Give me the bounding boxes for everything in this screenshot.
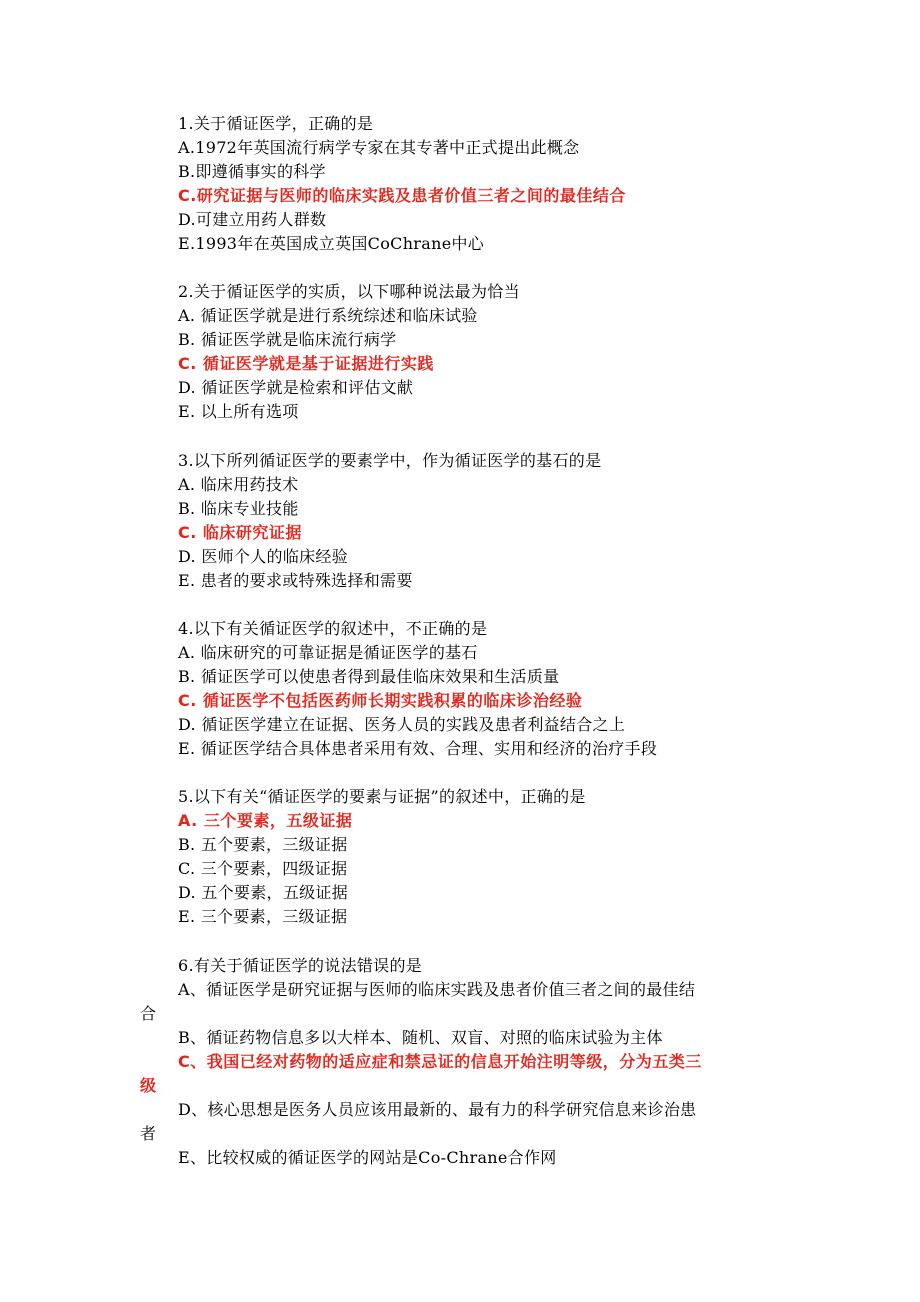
option-e: E. 三个要素，三级证据 bbox=[178, 907, 348, 926]
option-d: D.可建立用药人群数 bbox=[178, 210, 327, 229]
question-2 bbox=[140, 280, 780, 424]
option-b: B.即遵循事实的科学 bbox=[178, 162, 326, 181]
option-e: E、比较权威的循证医学的网站是Co-Chrane合作网 bbox=[178, 1148, 557, 1167]
option-d: D、核心思想是医务人员应该用最新的、最有力的科学研究信息来诊治患 bbox=[178, 1100, 697, 1119]
option-b: B. 循证医学就是临床流行病学 bbox=[178, 330, 397, 349]
option-c-correct-answer: C. 循证医学就是基于证据进行实践 bbox=[178, 354, 434, 373]
option-b: B. 循证医学可以使患者得到最佳临床效果和生活质量 bbox=[178, 667, 560, 686]
option-a: A. 临床研究的可靠证据是循证医学的基石 bbox=[178, 643, 478, 662]
option-c-continuation: 级 bbox=[140, 1076, 157, 1095]
question-5 bbox=[140, 785, 780, 929]
document-page bbox=[140, 0, 780, 1302]
option-c-correct-answer: C. 循证医学不包括医药师长期实践积累的临床诊治经验 bbox=[178, 691, 583, 710]
option-a-correct-answer: A. 三个要素，五级证据 bbox=[178, 811, 353, 830]
option-a: A.1972年英国流行病学专家在其专著中正式提出此概念 bbox=[178, 138, 580, 157]
option-d: D. 循证医学就是检索和评估文献 bbox=[178, 378, 414, 397]
question-4 bbox=[140, 617, 780, 761]
option-a: A、循证医学是研究证据与医师的临床实践及患者价值三者之间的最佳结 bbox=[178, 980, 696, 999]
option-d-continuation: 者 bbox=[140, 1124, 157, 1143]
option-e: E.1993年在英国成立英国CoChrane中心 bbox=[178, 234, 485, 253]
option-c-correct-answer: C. 临床研究证据 bbox=[178, 523, 302, 542]
option-d: D. 五个要素，五级证据 bbox=[178, 883, 349, 902]
option-b: B. 临床专业技能 bbox=[178, 499, 299, 518]
option-b: B、循证药物信息多以大样本、随机、双盲、对照的临床试验为主体 bbox=[178, 1028, 663, 1047]
option-c-correct-answer: C、我国已经对药物的适应症和禁忌证的信息开始注明等级，分为五类三 bbox=[178, 1052, 702, 1071]
option-d: D. 循证医学建立在证据、医务人员的实践及患者利益结合之上 bbox=[178, 715, 626, 734]
question-1 bbox=[140, 112, 780, 256]
option-a: A. 循证医学就是进行系统综述和临床试验 bbox=[178, 306, 478, 325]
option-e: E. 以上所有选项 bbox=[178, 402, 299, 421]
option-c: C. 三个要素，四级证据 bbox=[178, 859, 348, 878]
option-e: E. 患者的要求或特殊选择和需要 bbox=[178, 571, 413, 590]
question-stem: 4.以下有关循证医学的叙述中，不正确的是 bbox=[178, 619, 488, 638]
option-b: B. 五个要素，三级证据 bbox=[178, 835, 348, 854]
question-stem: 6.有关于循证医学的说法错误的是 bbox=[178, 956, 423, 975]
question-stem: 3.以下所列循证医学的要素学中，作为循证医学的基石的是 bbox=[178, 451, 602, 470]
question-6 bbox=[140, 954, 780, 1170]
question-stem: 2.关于循证医学的实质，以下哪种说法最为恰当 bbox=[178, 282, 520, 301]
option-d: D. 医师个人的临床经验 bbox=[178, 547, 349, 566]
question-stem: 1.关于循证医学，正确的是 bbox=[178, 114, 374, 133]
option-e: E. 循证医学结合具体患者采用有效、合理、实用和经济的治疗手段 bbox=[178, 739, 658, 758]
option-a-continuation: 合 bbox=[140, 1004, 157, 1023]
option-c-correct-answer: C.研究证据与医师的临床实践及患者价值三者之间的最佳结合 bbox=[178, 186, 626, 205]
question-stem: 5.以下有关“循证医学的要素与证据”的叙述中，正确的是 bbox=[178, 787, 586, 806]
question-3 bbox=[140, 449, 780, 593]
option-a: A. 临床用药技术 bbox=[178, 475, 299, 494]
